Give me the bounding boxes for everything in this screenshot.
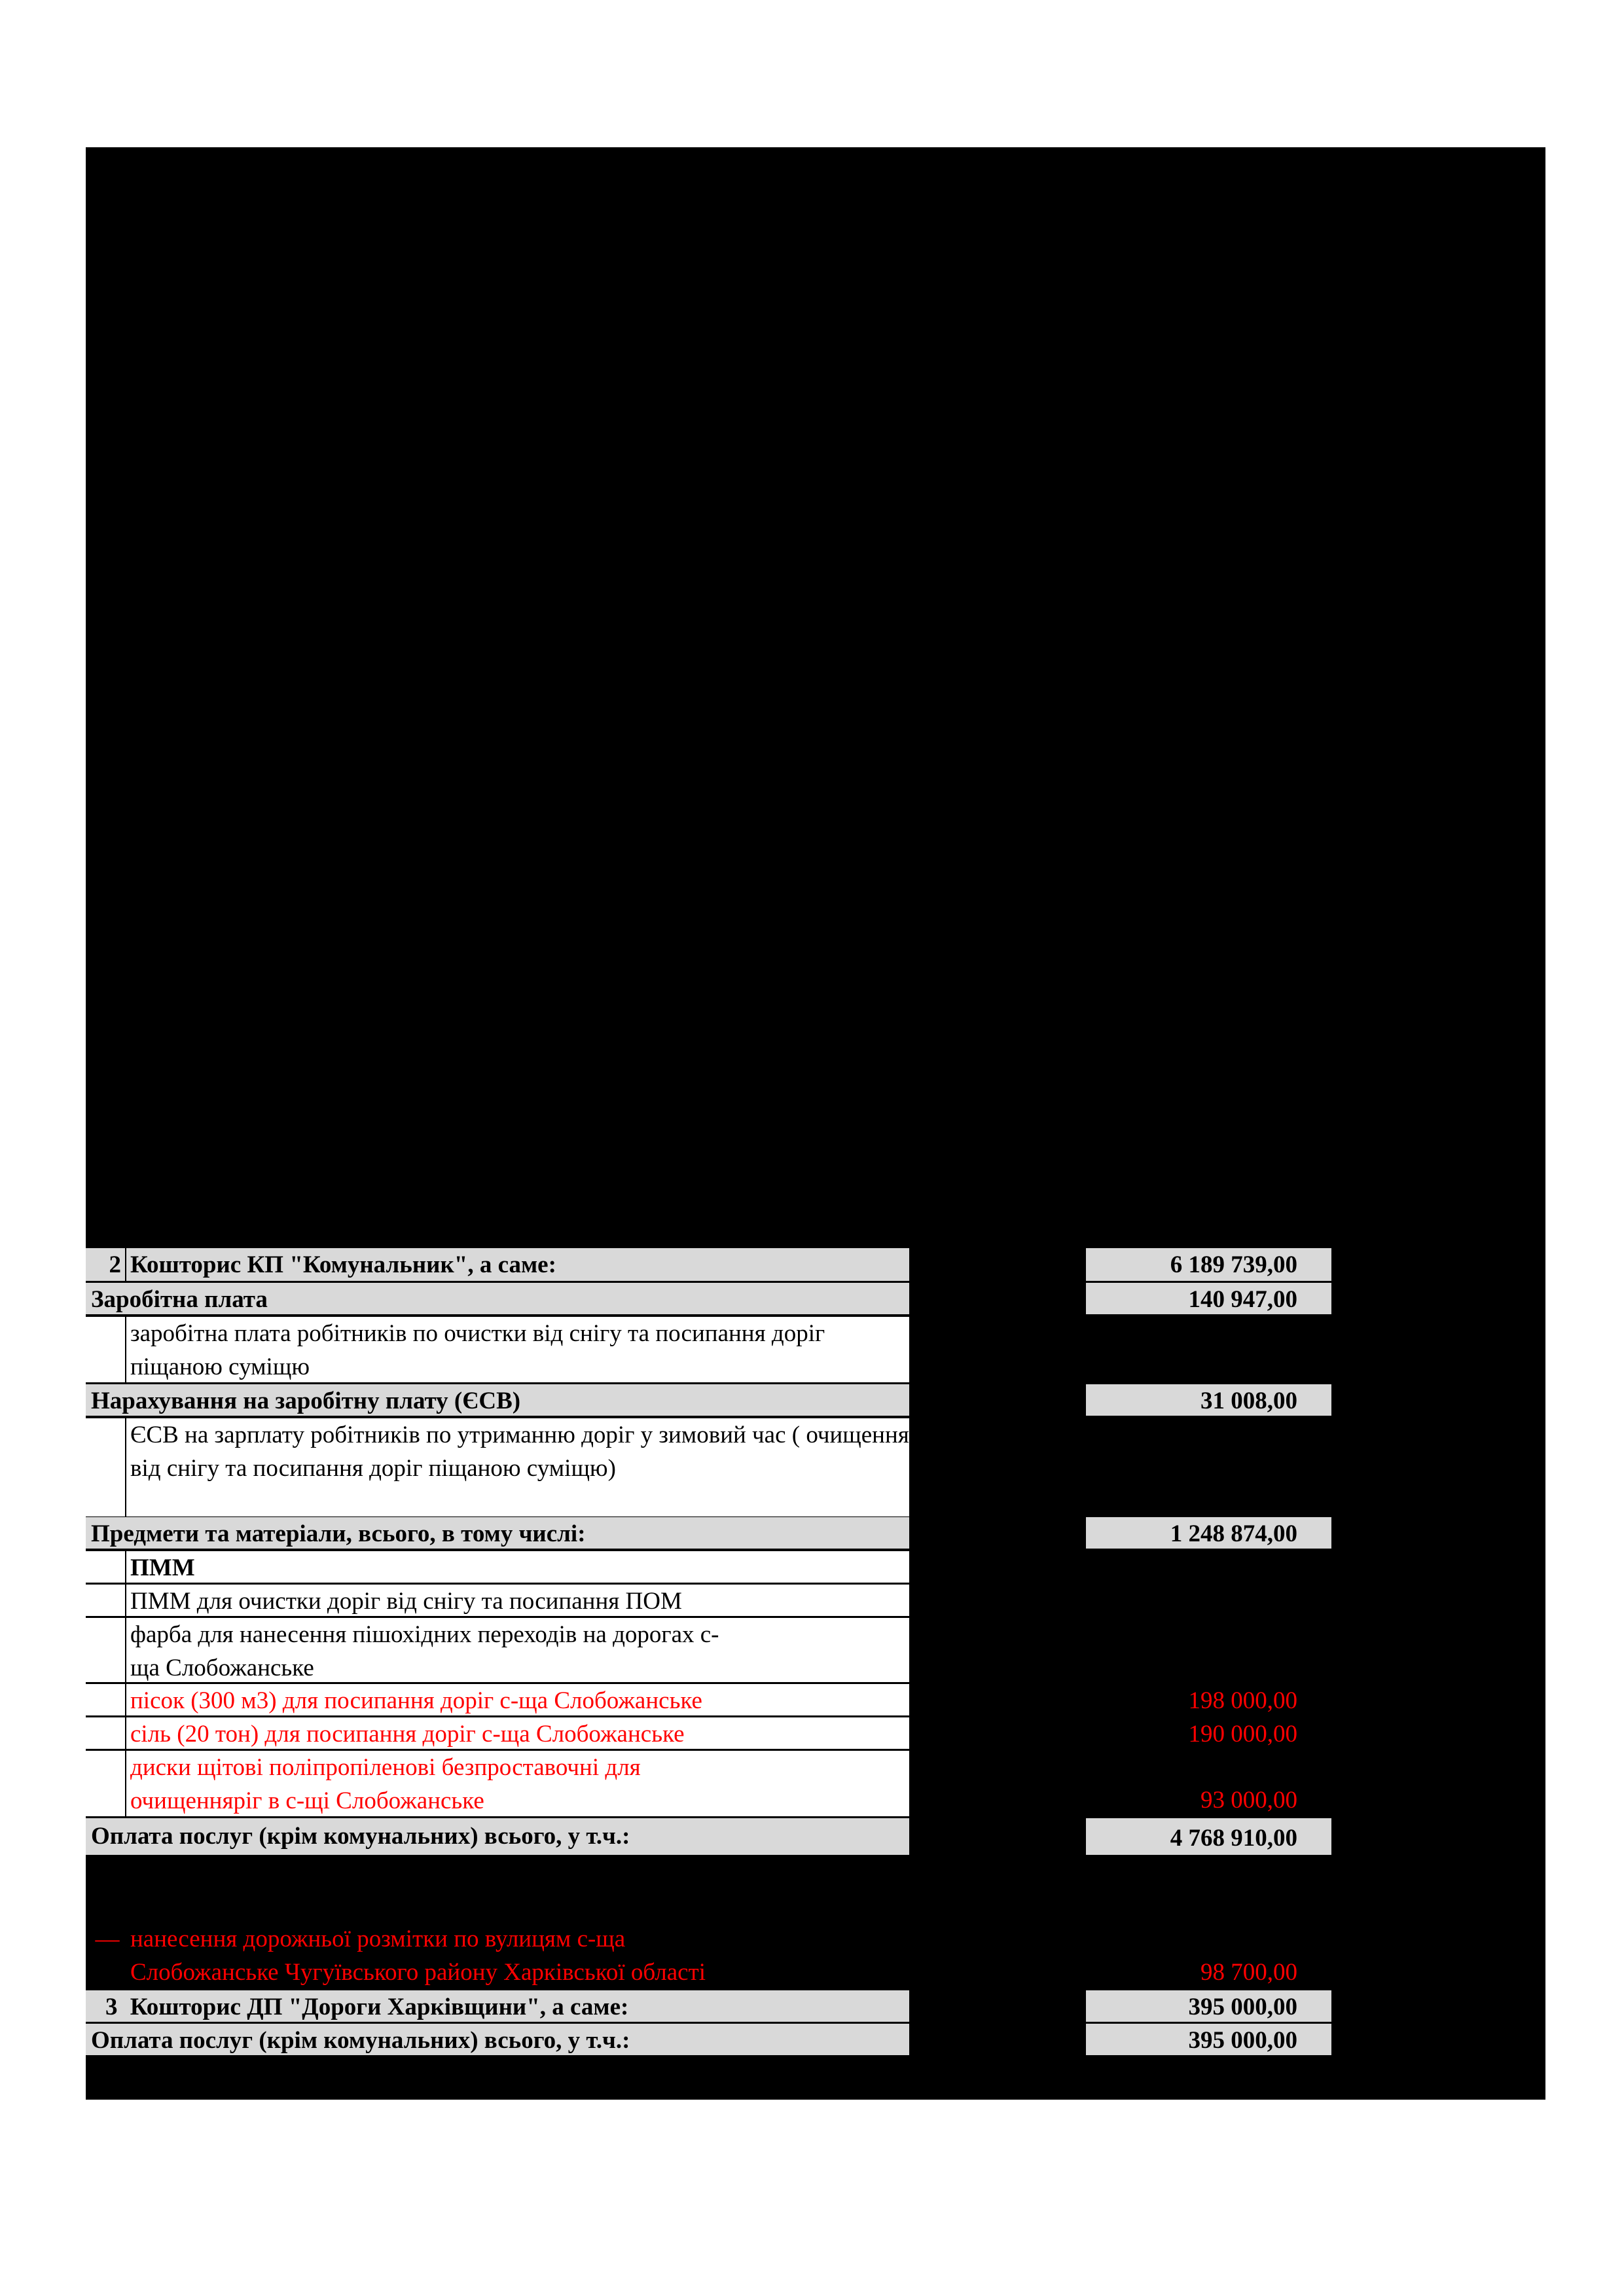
kp-header-number-cell bbox=[86, 1248, 125, 1281]
pmm-desc-index-cell bbox=[86, 1585, 125, 1616]
roads-header-label: Кошторис ДП "Дороги Харківщини", а саме: bbox=[130, 1994, 629, 2020]
sand-label-cell bbox=[126, 1684, 909, 1715]
roads-header-amount: 395 000,00 bbox=[1086, 1990, 1331, 2022]
salt-amount: 190 000,00 bbox=[1188, 1721, 1297, 1748]
services-roads-amount: 395 000,00 bbox=[1086, 2024, 1331, 2055]
pmm-title-index-cell bbox=[86, 1551, 125, 1583]
kp-header-amount: 6 189 739,00 bbox=[1086, 1248, 1331, 1281]
esv-desc: ЄСВ на зарплату робітників по утриманню доріг у зимовий час ( очищення від снігу та посипання доріг піщаною суміщю) bbox=[126, 1418, 909, 1516]
esv-desc-index-cell bbox=[86, 1418, 125, 1516]
budget-sheet bbox=[86, 147, 1545, 2100]
pmm-desc: ПММ для очистки доріг від снігу та посипання ПОМ bbox=[130, 1588, 682, 1615]
sand-label: пісок (300 м3) для посипання доріг с-ща Слобожанське bbox=[130, 1687, 702, 1714]
kp-header-label-cell bbox=[126, 1248, 909, 1281]
materials-label: Предмети та матеріали, всього, в тому числі: bbox=[86, 1517, 909, 1549]
salary-desc-index-cell bbox=[86, 1317, 125, 1382]
roads-header-number: 3 bbox=[105, 1994, 118, 2020]
kp-header-label: Кошторис КП "Комунальник", а саме: bbox=[130, 1251, 556, 1278]
roads-header-label-cell bbox=[86, 1990, 909, 2022]
disks-index-cell bbox=[86, 1751, 125, 1816]
pmm-title: ПММ bbox=[130, 1554, 195, 1581]
sand-index-cell bbox=[86, 1684, 125, 1715]
esv-amount: 31 008,00 bbox=[1086, 1384, 1331, 1416]
pmm-desc-cell bbox=[126, 1585, 909, 1616]
esv-label: Нарахування на заробітну плату (ЄСВ) bbox=[86, 1384, 909, 1416]
disks-amount: 93 000,00 bbox=[1200, 1787, 1297, 1814]
pmm-title-cell bbox=[126, 1551, 909, 1583]
salary-label: Заробітна плата bbox=[86, 1283, 909, 1314]
salt-label: сіль (20 тон) для посипання доріг с-ща Слобожанське bbox=[130, 1721, 685, 1748]
salary-desc: заробітна плата робітників по очистки від снігу та посипання доріг піщаною суміщю bbox=[126, 1317, 909, 1382]
marking-amount: 98 700,00 bbox=[1200, 1959, 1297, 1986]
services-kp-label: Оплата послуг (крім комунальних) всього, у т.ч.: bbox=[86, 1818, 909, 1855]
services-kp-amount: 4 768 910,00 bbox=[1086, 1818, 1331, 1855]
paint-desc: фарба для нанесення пішохідних переходів на дорогах с-ща Слобожанське bbox=[126, 1618, 909, 1682]
salary-amount: 140 947,00 bbox=[1086, 1283, 1331, 1314]
salt-index-cell bbox=[86, 1717, 125, 1749]
salt-label-cell bbox=[126, 1717, 909, 1749]
sand-amount: 198 000,00 bbox=[1188, 1687, 1297, 1714]
disks-label: диски щітові поліпропіленові безпроставочні для очищенняріг в с-щі Слобожанське bbox=[126, 1751, 909, 1816]
marking-label: нанесення дорожньої розмітки по вулицям с-ща Слобожанське Чугуївського району Харківської області bbox=[130, 1926, 706, 1986]
services-roads-label: Оплата послуг (крім комунальних) всього, у т.ч.: bbox=[86, 2024, 909, 2055]
paint-index-cell bbox=[86, 1618, 125, 1682]
materials-amount: 1 248 874,00 bbox=[1086, 1517, 1331, 1549]
marking-marker: — bbox=[95, 1926, 120, 1952]
kp-header-number: 2 bbox=[109, 1251, 121, 1278]
